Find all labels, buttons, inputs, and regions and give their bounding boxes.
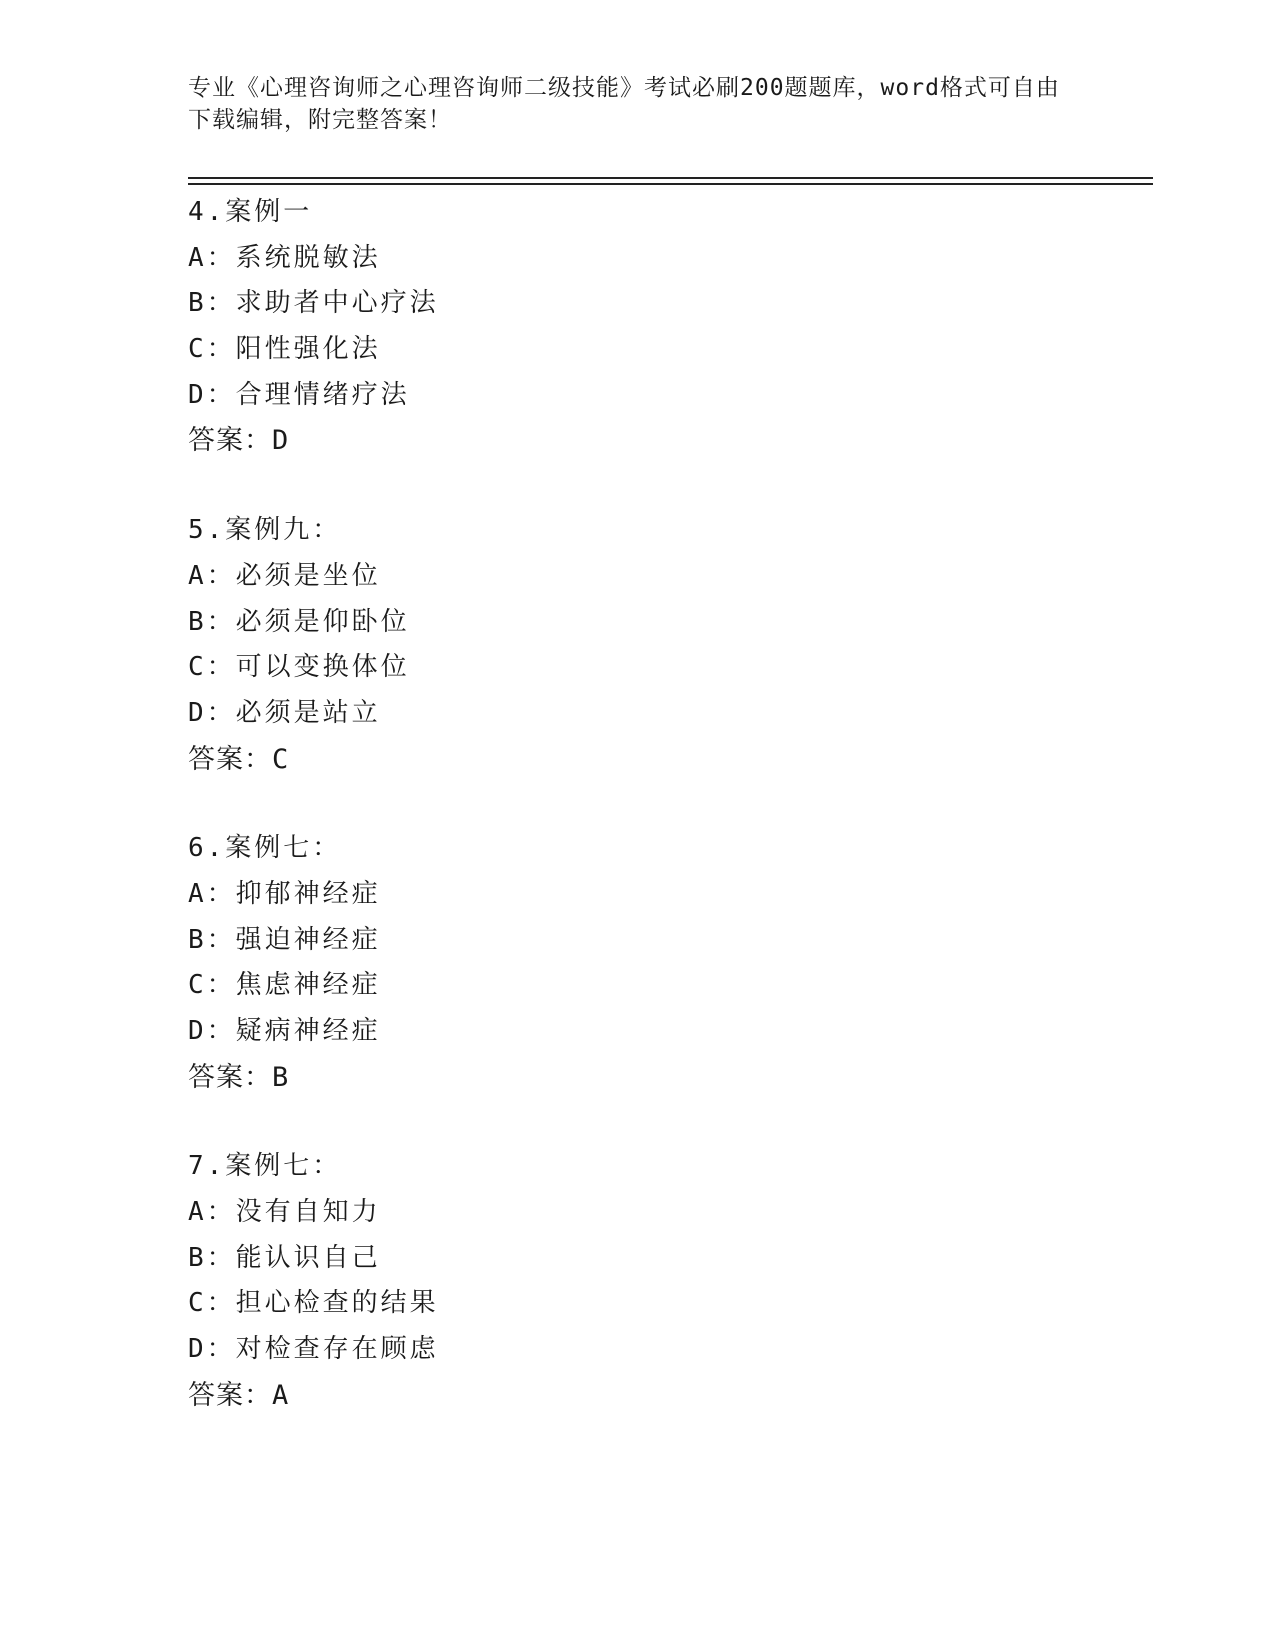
- option-b: B：能认识自己: [188, 1242, 381, 1273]
- option-a: A：抑郁神经症: [188, 878, 381, 909]
- question-stem: 5.案例九：: [188, 515, 342, 546]
- document-intro: 专业《心理咨询师之心理咨询师二级技能》考试必刷200题题库，word格式可自由下载编辑，附完整答案！: [188, 75, 1060, 133]
- option-c: C：可以变换体位: [188, 652, 410, 683]
- option-c: C：阳性强化法: [188, 334, 381, 365]
- option-d: D：必须是站立: [188, 697, 381, 728]
- question-item: [188, 508, 1088, 782]
- option-a: A：必须是坐位: [188, 560, 381, 591]
- answer-key: 答案：C: [188, 743, 290, 775]
- header-divider-bottom: [188, 183, 1153, 185]
- option-a: A：没有自知力: [188, 1197, 381, 1228]
- answer-key: 答案：D: [188, 425, 290, 457]
- question-item: [188, 190, 1088, 464]
- question-stem: 6.案例七：: [188, 833, 342, 864]
- option-b: B：强迫神经症: [188, 924, 381, 955]
- option-b: B：必须是仰卧位: [188, 606, 410, 637]
- option-c: C：担心检查的结果: [188, 1288, 439, 1319]
- question-item: [188, 826, 1088, 1100]
- question-list: [188, 190, 1088, 1463]
- question-item: [188, 1144, 1088, 1418]
- option-a: A：系统脱敏法: [188, 242, 381, 273]
- option-d: D：对检查存在顾虑: [188, 1334, 439, 1365]
- answer-key: 答案：A: [188, 1379, 290, 1411]
- option-c: C：焦虑神经症: [188, 970, 381, 1001]
- question-stem: 7.案例七：: [188, 1151, 342, 1182]
- question-stem: 4.案例一: [188, 197, 313, 227]
- option-b: B：求助者中心疗法: [188, 288, 439, 319]
- header-divider-top: [188, 177, 1153, 179]
- option-d: D：疑病神经症: [188, 1016, 381, 1046]
- option-d: D：合理情绪疗法: [188, 379, 410, 410]
- answer-key: 答案：B: [188, 1061, 290, 1093]
